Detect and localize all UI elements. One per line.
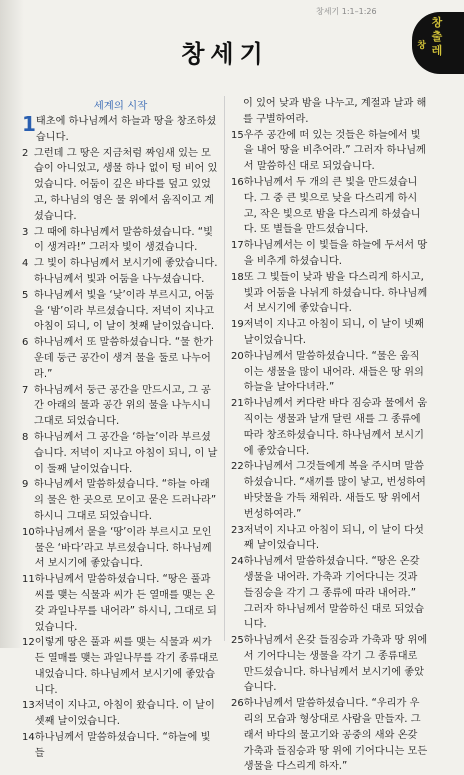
verse-text: 하나님께서 말씀하셨습니다. “우리가 우리의 모습과 형상대로 사람을 만들자. 그래서 바다의 물고기와 공중의 새와 온갖 가축과 들짐승과 땅 위에 기어다니는 모든 생물을 다스리게 하자.” (243, 698, 428, 773)
verse-number: 18 (231, 271, 244, 283)
verse (22, 477, 219, 524)
verse-number: 14 (22, 732, 35, 744)
verse-number: 11 (22, 574, 35, 586)
verse-text: 하나님께서 커다란 바다 짐승과 물에서 움직이는 생물과 날개 달린 새를 그 종류에 따라 창조하셨습니다. 하나님께서 보시기에 좋았습니다. (243, 398, 428, 457)
verse (231, 175, 428, 238)
tab-char: 출 (431, 30, 443, 43)
verse (22, 256, 219, 288)
verse-number: 13 (22, 700, 35, 712)
verse-text: 하나님께서 뭍을 ‘땅’이라 부르시고 모인 물은 ‘바다’라고 부르셨습니다. 하나님께서 보시기에 좋았습니다. (34, 526, 212, 570)
verse-text: 그 때에 하나님께서 말씀하셨습니다. “빛이 생겨라!” 그러자 빛이 생겼습니다. (34, 226, 213, 254)
verse-number: 15 (231, 129, 244, 141)
verse-text: 하나님께서 빛을 ‘낮’이라 부르시고, 어둠을 ‘밤’이라 부르셨습니다. 저녁이 지나고 아침이 되니, 이 날이 첫째 날이었습니다. (34, 289, 215, 333)
verse-number: 8 (22, 431, 29, 443)
verse-text: 그런데 그 땅은 지금처럼 짜임새 있는 모습이 아니었고, 생물 하나 없이 텅 비어 있었습니다. 어둠이 깊은 바다를 덮고 있었고, 하나님의 영은 물 위에서 움직이고 계셨습니다. (34, 147, 218, 222)
page-gutter-shade (0, 0, 24, 648)
verse-text: 하나님께서 온갖 들짐승과 가축과 땅 위에서 기어다니는 생물을 각기 그 종류대로 만드셨습니다. 하나님께서 보시기에 좋았습니다. (243, 635, 428, 694)
verse (231, 396, 428, 459)
verse-number: 12 (22, 637, 35, 649)
verse-text: 하나님께서 둥근 공간을 만드시고, 그 공간 아래의 물과 공간 위의 물을 나누시니 그대로 되었습니다. (34, 384, 211, 428)
verse-number: 4 (22, 258, 29, 270)
book-title: 창세기 (181, 39, 269, 68)
verse-number: 23 (231, 524, 244, 536)
verse-text: 하나님께서 그 공간을 ‘하늘’이라 부르셨습니다. 저녁이 지나고 아침이 되니, 이 날이 둘째 날이었습니다. (34, 431, 218, 475)
tab-current-book: 창 (417, 41, 426, 51)
verse-text: 하나님께서 말씀하셨습니다. “물은 움직이는 생물을 많이 내어라. 새들은 땅 위의 하늘을 날아다녀라.” (243, 350, 424, 394)
verse-number: 25 (231, 635, 244, 647)
verse-number: 9 (22, 479, 29, 491)
verse-text: 하나님께서 두 개의 큰 빛을 만드셨습니다. 그 중 큰 빛으로 낮을 다스리게 하시고, 작은 빛으로 밤을 다스리게 하셨습니다. 또 별들을 만드셨습니다. (243, 176, 421, 236)
verse (22, 430, 219, 477)
verse (231, 128, 428, 175)
tab-char: 창 (431, 16, 443, 29)
verse-number: 22 (231, 461, 244, 473)
verse-number: 24 (231, 556, 244, 568)
verse (231, 349, 428, 396)
verse (22, 635, 219, 698)
verse (231, 238, 428, 270)
text-column-right (231, 96, 428, 775)
verse (22, 335, 219, 382)
verse-number: 21 (231, 398, 244, 410)
verse (22, 698, 219, 730)
verse (22, 225, 219, 257)
verse (231, 270, 428, 317)
tab-char: 레 (431, 44, 443, 57)
verse-number: 16 (231, 176, 244, 188)
verse-list-left (22, 114, 219, 762)
verse-text: 저녁이 지나고 아침이 되니, 이 날이 다섯째 날이었습니다. (243, 524, 424, 552)
verse-number: 17 (231, 240, 244, 252)
verse-text: 또 그 빛들이 낮과 밤을 다스리게 하시고, 빛과 어둠을 나뉘게 하셨습니다. 하나님께서 보시기에 좋았습니다. (243, 271, 428, 315)
verse-text: 저녁이 지나고, 아침이 왔습니다. 이 날이 셋째 날이었습니다. (34, 700, 215, 728)
verse (231, 696, 428, 775)
verse (22, 730, 219, 762)
verse (231, 459, 428, 522)
verse-number: 20 (231, 350, 244, 362)
verse (231, 317, 428, 349)
verse (22, 114, 219, 146)
verse-text: 우주 공간에 떠 있는 것들은 하늘에서 빛을 내어 땅을 비추어라.” 그러자 하나님께서 말씀하신 대로 되었습니다. (243, 129, 426, 173)
verse-list-right (231, 96, 428, 775)
verse-number: 6 (22, 337, 29, 349)
verse (22, 383, 219, 430)
verse-text: 하나님께서 말씀하셨습니다. “땅은 풀과 씨를 맺는 식물과 씨가 든 열매를 맺는 온갖 과일나무를 내어라” 하시니, 그대로 되었습니다. (34, 574, 217, 633)
book-index-tab-label (426, 16, 448, 58)
verse (231, 96, 428, 128)
verse-text: 하나님께서는 이 빛들을 하늘에 두셔서 땅을 비추게 하셨습니다. (243, 240, 428, 267)
verse-text: 하나님께서 또 말씀하셨습니다. “물 한가운데 둥근 공간이 생겨 물을 둘로 나누어라.” (34, 337, 213, 380)
verse-number: 5 (22, 289, 29, 301)
verse-text: 하나님께서 그것들에게 복을 주시며 말씀하셨습니다. “새끼를 많이 낳고, 번성하여 바닷물을 가득 채워라. 새들도 땅 위에서 번성하여라.” (243, 461, 426, 520)
verse-number: 26 (231, 698, 244, 710)
verse-number: 1 (22, 112, 36, 136)
verse-text: 태초에 하나님께서 하늘과 땅을 창조하셨습니다. (35, 116, 217, 143)
verse-number: 7 (22, 384, 29, 396)
section-heading: 세계의 시작 (93, 100, 148, 112)
verse-text: 하나님께서 말씀하셨습니다. “하늘 아래의 물은 한 곳으로 모이고 뭍은 드러나라” 하시니 그대로 되었습니다. (34, 479, 217, 522)
running-head: 창세기 1:1–1:26 (316, 7, 377, 16)
verse (22, 572, 219, 635)
verse (231, 523, 428, 555)
verse (22, 288, 219, 335)
verse (231, 554, 428, 633)
verse-number: 3 (22, 226, 29, 238)
verse-text: 그 빛이 하나님께서 보시기에 좋았습니다. 하나님께서 빛과 어둠을 나누셨습니다. (34, 258, 218, 285)
verse-text: 하나님께서 말씀하셨습니다. “하늘에 빛들 (34, 732, 211, 759)
verse (231, 633, 428, 696)
verse-number: 19 (231, 319, 244, 331)
verse-text: 이 있어 낮과 밤을 나누고, 계절과 날과 해를 구별하여라. (243, 98, 427, 125)
verse-number: 2 (22, 147, 29, 159)
verse-text: 저녁이 지나고 아침이 되니, 이 날이 넷째 날이었습니다. (243, 319, 424, 346)
column-divider (224, 96, 225, 641)
verse-number (231, 96, 243, 128)
verse (22, 525, 219, 572)
verse-text: 하나님께서 말씀하셨습니다. “땅은 온갖 생물을 내어라. 가축과 기어다니는 것과 들짐승을 각기 그 종류에 따라 내어라.” 그러자 하나님께서 말씀하신 대로 되었습니다. (243, 556, 424, 631)
verse-number: 10 (22, 526, 35, 538)
text-column-left (22, 98, 219, 762)
verse (22, 146, 219, 225)
verse-text: 이렇게 땅은 풀과 씨를 맺는 식물과 씨가 든 열매를 맺는 과일나무를 각기 종류대로 내었습니다. 하나님께서 보시기에 좋았습니다. (34, 637, 219, 696)
